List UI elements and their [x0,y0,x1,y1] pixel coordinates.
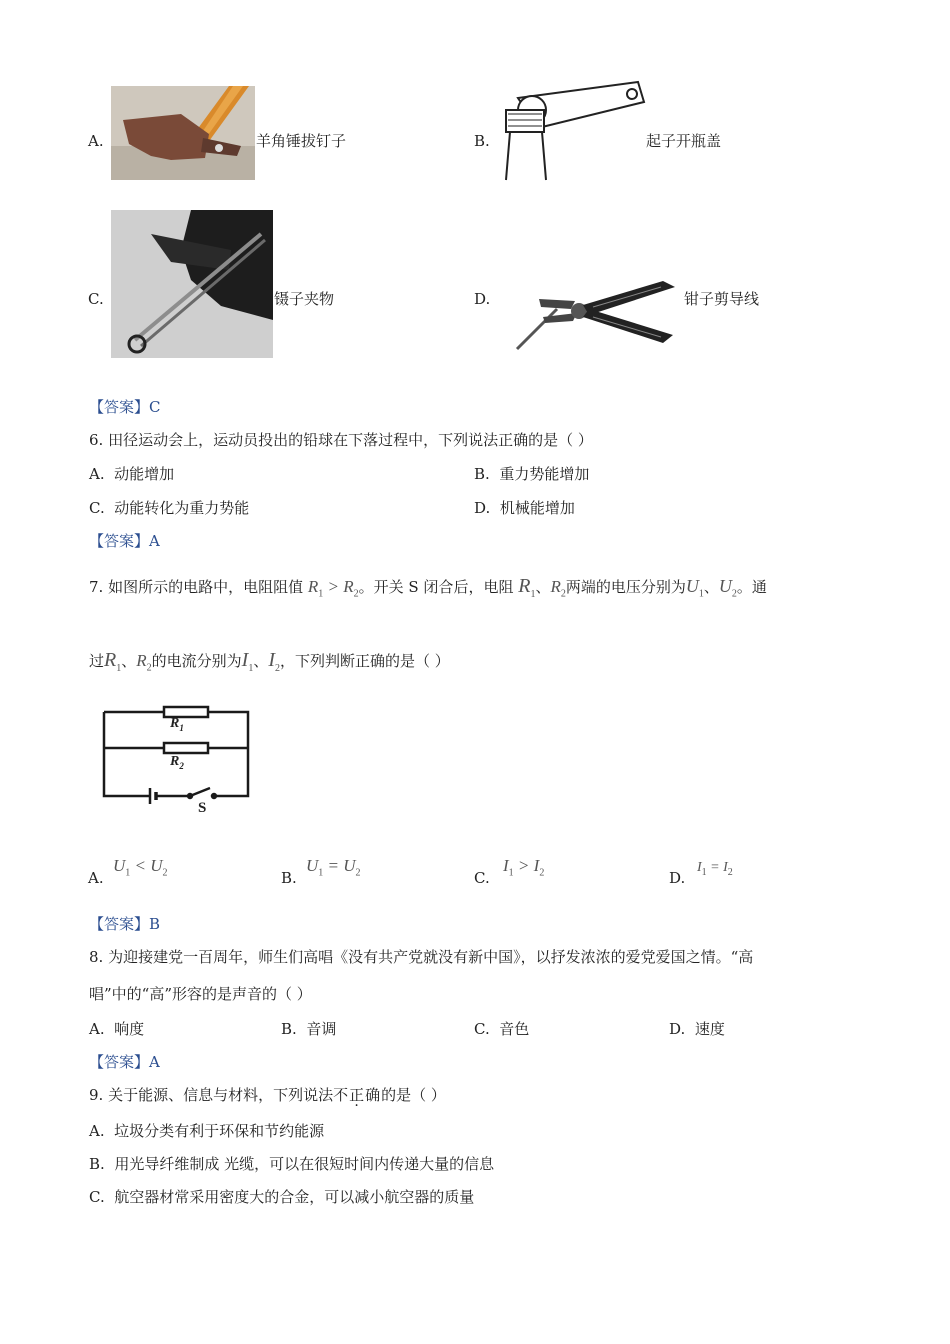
pliers-image [513,277,679,353]
option-c-formula: $I_1 > I_2$ [503,856,545,879]
answer-line [89,914,160,934]
option-a: A. 垃圾分类有利于环保和节约能源 [89,1122,325,1140]
option-a-formula: $U_1 < U_2$ [113,856,168,879]
option-letter: B. [474,132,490,150]
answer-value: A [149,1053,160,1071]
option-a: A. 响度 [89,1020,145,1038]
option-letter: A. [88,132,104,150]
answer-label: 【答案】 [89,532,150,550]
option-a: A. 动能增加 [89,465,175,483]
question-9-stem: 9. 关于能源、信息与材料，下列说法不正确的是（ ） [89,1086,446,1104]
option-d: D. 速度 [669,1020,725,1038]
option-caption: 镊子夹物 [274,290,335,308]
answer-label: 【答案】 [89,915,150,933]
option-b: B. 重力势能增加 [474,465,590,483]
r1-label: $R_1$ [170,716,184,733]
bottle-opener-image [498,76,646,182]
option-letter: D. [474,290,491,308]
emphasis-text: 不正确 [333,1086,382,1104]
option-d: D. 机械能增加 [474,499,575,517]
option-c: C. 航空器材常采用密度大的合金，可以减小航空器的质量 [89,1188,475,1206]
option-b: B. [281,869,297,887]
switch-label: S [198,800,207,816]
answer-label: 【答案】 [89,398,150,416]
r2-label: $R_2$ [170,754,184,771]
option-b: B. 用光导纤维制成 光缆，可以在很短时间内传递大量的信息 [89,1155,495,1173]
answer-value: A [149,532,160,550]
answer-line [89,397,161,417]
option-letter: C. [88,290,104,308]
circuit-diagram [98,702,258,826]
answer-line [89,1052,160,1072]
question-6-stem: 6. 田径运动会上，运动员投出的铅球在下落过程中，下列说法正确的是（ ） [89,431,593,449]
answer-label: 【答案】 [89,1053,150,1071]
option-c: C. 音色 [474,1020,530,1038]
question-7-line-1: 7. 如图所示的电路中，电阻阻值 $R_1 > R_2$。开关 S 闭合后，电阻 $R_1$、$R_2$两端的电压分别为$U_1$、$U_2$。通 [89,575,767,600]
option-d: D. [669,869,686,887]
question-8-line-1: 8. 为迎接建党一百周年，师生们高唱《没有共产党就没有新中国》，以抒发浓浓的爱党爱国之情。“高 [89,948,754,966]
option-d-formula: $I_1 = I_2$ [697,860,733,878]
option-c: C. 动能转化为重力势能 [89,499,250,517]
question-7-line-2: 过$R_1$、$R_2$的电流分别为$I_1$、$I_2$，下列判断正确的是（ ） [89,649,450,674]
option-caption: 羊角锤拔钉子 [256,132,347,150]
claw-hammer-image [111,86,255,180]
question-8-line-2: 唱”中的“高”形容的是声音的（ ） [89,985,312,1003]
option-b: B. 音调 [281,1020,337,1038]
tweezers-image [111,210,273,358]
answer-value: C [149,398,161,416]
option-caption: 钳子剪导线 [684,290,760,308]
answer-line [89,531,160,551]
option-a: A. [88,869,104,887]
option-b-formula: $U_1 = U_2$ [306,856,361,879]
option-c: C. [474,869,490,887]
option-caption: 起子开瓶盖 [646,132,722,150]
answer-value: B [149,915,161,933]
